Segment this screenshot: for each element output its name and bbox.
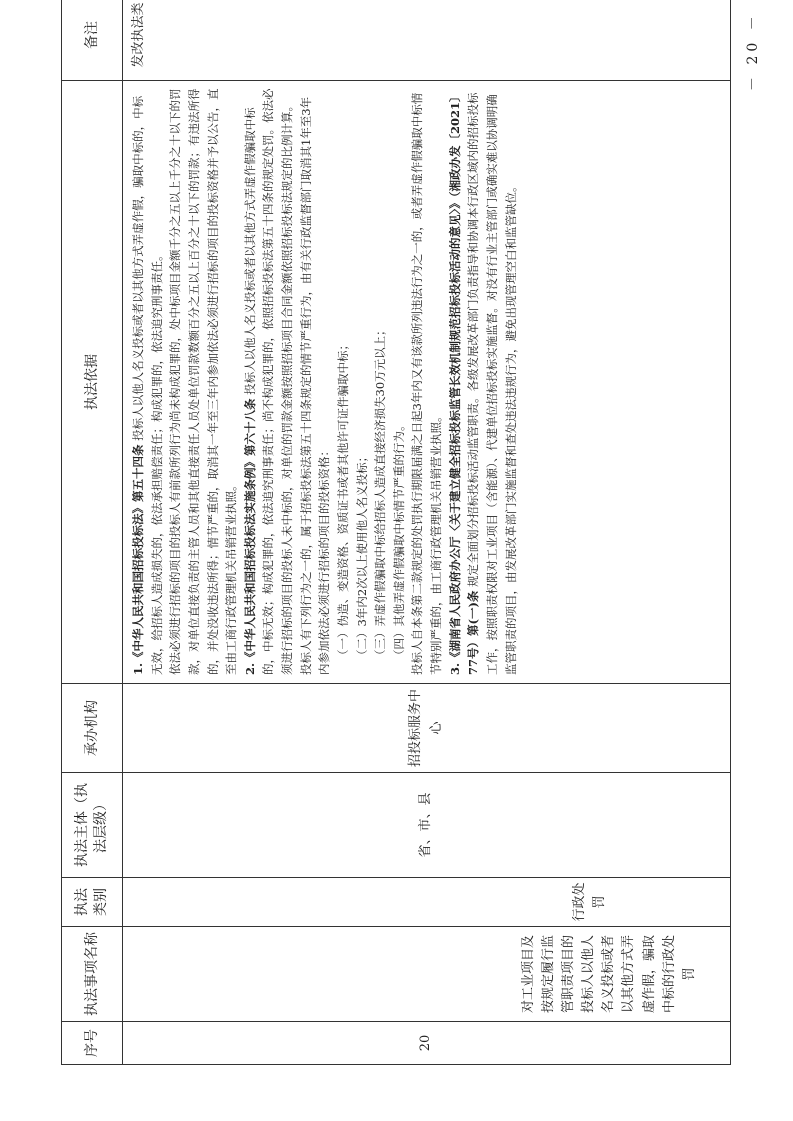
cell-agency: 招投标服务中心: [123, 684, 731, 773]
page-number: － 20 －: [745, 12, 761, 91]
basis-law-1-text: 投标人以他人名义投标或者以其他方式弄虚作假，骗取中标的，中标无效，给招标人造成损失的，依法承担赔偿责任；构成犯罪的，依法追究刑事责任。: [131, 95, 164, 675]
cell-seq: 20: [123, 1022, 731, 1065]
basis-para-4: 投标人有下列行为之一的，属于招标投标法第五十四条规定的情节严重行为，由有关行政监督部门取消其1年至3年内参加依法必须进行招标的项目的投标资格：: [298, 96, 332, 675]
basis-item-1: （一）伪造、变造资格、资质证书或者其他许可证件骗取中标；: [335, 339, 350, 661]
basis-item-3: （三）弄虚作假骗取中标给招标人造成直接经济损失30万元以上；: [373, 324, 388, 661]
header-row: [62, 0, 123, 1065]
header-seq: 序号: [62, 1022, 123, 1065]
header-type: 执法类别: [62, 878, 123, 927]
basis-item-2: （二）3年内2次以上使用他人名义投标；: [354, 450, 369, 661]
header-subject: 执法主体（执法层级）: [62, 773, 123, 878]
cell-name: 对工业项目及按规定履行监管职责项目的投标人以他人名义投标或者以其他方式弄虚作假，骗取中标的行政处罚: [123, 927, 731, 1022]
basis-law-2-title: 2.《中华人民共和国招标投标法实施条例》第六十八条: [242, 398, 257, 675]
enforcement-table: [61, 0, 731, 1065]
basis-para-1: [129, 87, 166, 675]
basis-item-4: （四）其他弄虚作假骗取中标情节严重的行为。: [391, 419, 406, 661]
basis-para-5: 投标人自本条第二款规定的处罚执行期限届满之日起3年内又有该款所列违法行为之一的，或者弄虚作假骗取中标情节特别严重的，由工商行政管理机关吊销营业执照。: [410, 92, 443, 675]
basis-para-6: [446, 87, 521, 675]
table-row: [123, 0, 731, 1065]
basis-para-2: 依法必须进行招标的项目的投标人有前款所列行为尚未构成犯罪的，处中标项目金额千分之五以上千分之十以下的罚款，对单位直接负责的主管人员和其他直接责任人员处单位罚款数额百分之五以上百分之十以下的罚款；有违法所得的，并处没收违法所得；情节严重的，取消其一年至三年内参加依法必须进行招标的项目的投标资格并予以公告，直至由工商行政管理机关吊销营业执照。: [168, 88, 239, 675]
basis-law-2-text: 投标人以他人名义投标或者以其他方式弄虚作假骗取中标的，中标无效；构成犯罪的，依法追究刑事责任；尚不构成犯罪的，依照招标投标法第五十四条的规定处罚。依法必须进行招标的项目的投标人未中标的，对单位的罚款金额按照招标项目合同金额依照招标投标法规定的比例计算。: [242, 88, 294, 675]
header-agency: 承办机构: [62, 684, 123, 773]
header-basis: 执法依据: [62, 81, 123, 684]
cell-remark: 发改执法类: [123, 0, 731, 81]
basis-law-1-title: 1.《中华人民共和国招标投标法》第五十四条: [131, 444, 145, 675]
basis-para-3: [241, 87, 297, 675]
cell-basis: [123, 81, 731, 684]
header-name: 执法事项名称: [62, 927, 123, 1022]
basis-law-3-text: 规定全面划分招标投标活动监管职责。各级发展改革部门负责指导和协调本行政区域内的招标投标工作，按照职责权限对工业项目（含能源）、代建单位招标投标实施监督。对没有行业主管部门或确实难以协调明确监管职责的项目，由发展改革部门实施监督和查处违法违规行为，避免出现管理空白和监管缺位。: [466, 92, 518, 675]
header-remark: 备注: [62, 0, 123, 81]
basis-law-3-title: 3.《湖南省人民政府办公厅〈关于建立健全招标投标监管长效机制规范招标投标活动的意见〉》（湘政办发〔2021〕77号）第(一)条: [447, 90, 481, 675]
cell-type: 行政处罚: [123, 878, 731, 927]
cell-subject: 省、市、县: [123, 773, 731, 878]
